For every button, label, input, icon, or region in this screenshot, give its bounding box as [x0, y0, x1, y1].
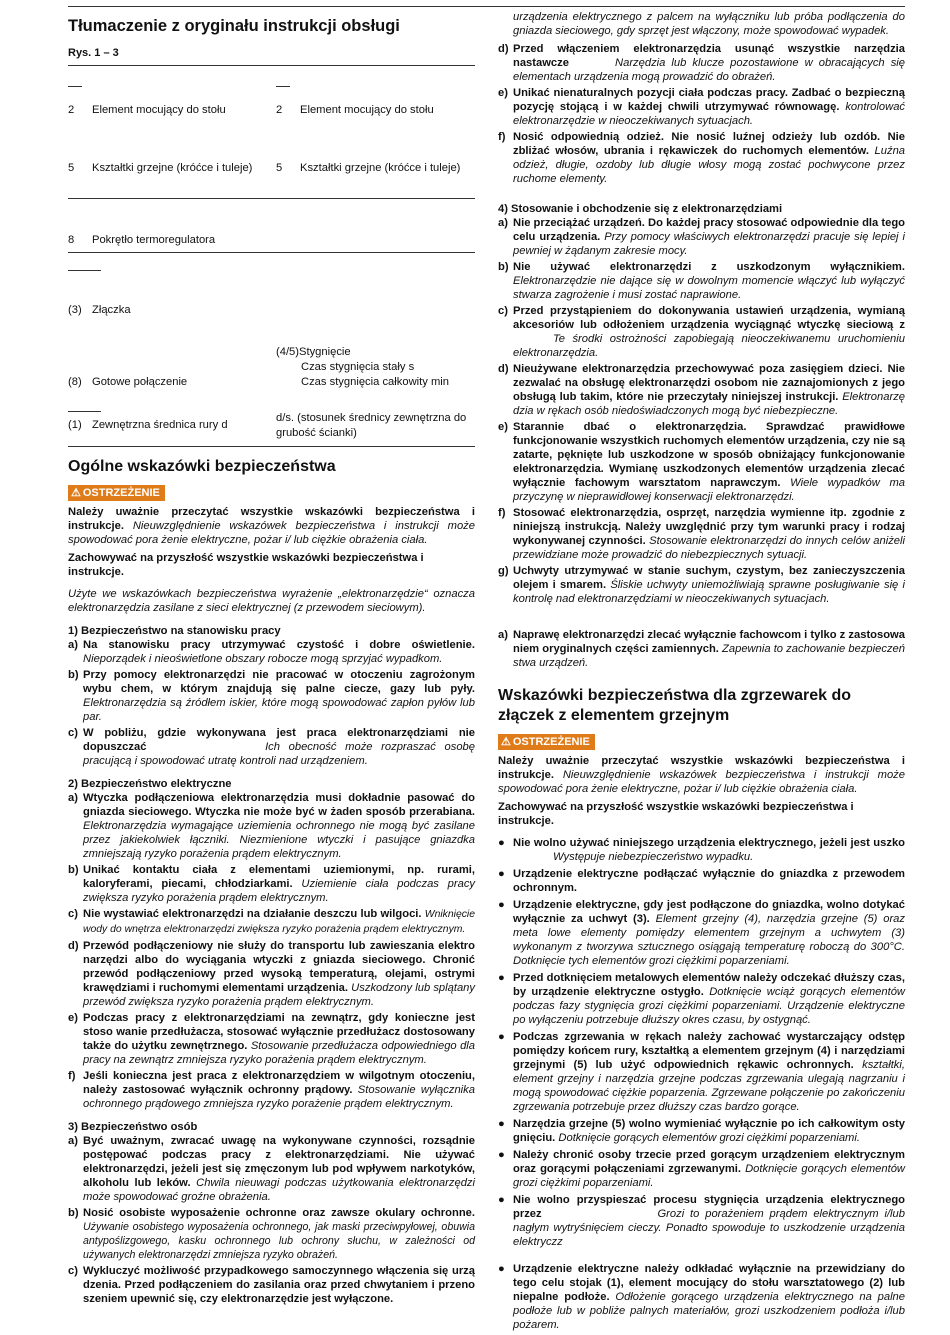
- legend-item: 5 Kształtki grzejne (króćce i tuleje): [276, 162, 461, 174]
- paragraph: Należy uważnie przeczytać wszystkie wskazówki bezpieczeństwa i instrukcje. Nieuwzględnienie wskazówek bezpieczeństwa i instrukcji może spowodować pora żenie elektryczne, pożar i/ lub ciężkie obrażenia ciała.: [68, 506, 475, 546]
- list-item: b) Nosić osobiste wyposażenie ochronne oraz zawsze okulary ochronne. Używanie osobistego wyposażenia ochronnego, jak maski przeciwpyłowej, obuwia antypoślizgowego, kasku ochronnego lub ochrony słuchu, w zależności od używanych elektronarzędzi zmniejsza ryzyko obrażeń.: [68, 1207, 475, 1261]
- bullet-item: ● Przed dotknięciem metalowych elementów należy odczekać dłuższy czas, by urządzenie elektryczne ostygło. Dotknięcie wciąż gorących elementów podczas fazy stygnięcia grozi ciężkimi poparzeniami. Urządzenie elektryczne po wyłączeniu potrzebuje dłuższy okres czasu, by ostygnąć.: [498, 972, 906, 1026]
- list-item: e) Unikać nienaturalnych pozycji ciała podczas pracy. Zadbać o bezpieczną pozycję stojącą i w każdej chwili utrzymywać równowagę. kontrolować elektronarzędzie w nieoczekiwanych sytuacjach.: [498, 87, 906, 127]
- list-item: f) Jeśli konieczna jest praca z elektronarzędziem w wilgotnym otoczeniu, należy zastosować wyłącznik ochronny prądowy. Stosowanie wyłącznika ochronnego prądowego zmniejsza ryzyko porażenie prądem elektrycznym.: [68, 1070, 475, 1110]
- warning-badge: ⚠ OSTRZEŻENIE: [68, 485, 165, 501]
- bullet-icon: ●: [498, 1149, 505, 1161]
- warning-triangle-icon: ⚠: [71, 487, 81, 499]
- legend-dash: [68, 411, 101, 412]
- legend-item: (1) Zewnętrzna średnica rury d: [68, 419, 228, 431]
- legend-rule: [68, 198, 475, 199]
- list-item: b) Nie używać elektronarzędzi z uszkodzonym wyłącznikiem. Elektronarzędzie nie dające się w dowolnym momencie włączyć lub wyłączyć stwarza zagrożenie i musi zostać naprawione.: [498, 261, 905, 301]
- legend-rule: [68, 252, 475, 253]
- figure-label: Rys. 1 – 3: [68, 46, 475, 66]
- list-item: c) Wykluczyć możliwość przypadkowego samoczynnego włączenia się urzą dzenia. Przed podłączeniem do zasilania oraz przed chwytaniem i przeno szeniem upewnić się, czy elektronarzędzie jest wyłączone.: [68, 1265, 475, 1305]
- list-item: a) Naprawę elektronarzędzi zlecać wyłącznie fachowcom i tylko z zastosowa niem oryginalnych części zamiennych. Zapewnia to zachowanie bezpieczeń stwa urządzeń.: [498, 629, 905, 669]
- paragraph: urządzenia elektrycznego z palcem na wyłączniku lub próba podłączenia do gniazda sieciowego, gdy sprzęt jest włączony, może spowodować wypadek.: [513, 11, 905, 37]
- left-column: [68, 10, 475, 1308]
- list-item: f) Nosić odpowiednią odzież. Nie nosić luźnej odzieży lub ozdób. Nie zbliżać włosów, ubrania i rękawiczek do ruchomych elementów. Luźna odzież, długie, ozdoby lub długie włosy mogą zostać pochwycone przez ruchome elementy.: [498, 131, 906, 185]
- legend-item: d/s. (stosunek średnicy zewnętrzna do grubość ścianki): [276, 412, 467, 439]
- bullet-icon: ●: [498, 837, 505, 849]
- legend-item: (4/5)Stygnięcie Czas stygnięcia stały s Czas stygnięcia całkowity min: [276, 346, 449, 388]
- bullet-icon: ●: [498, 1194, 505, 1206]
- bullet-item: ● Narzędzia grzejne (5) wolno wymieniać wyłącznie po ich całkowitym osty gnięciu. Dotknięcie gorących elementów grozi ciężkimi poparzeniami.: [498, 1118, 905, 1144]
- legend-item: (8) Gotowe połączenie: [68, 376, 188, 388]
- list-item: c) Nie wystawiać elektronarzędzi na działanie deszczu lub wilgoci. Wniknięcie wody do wnętrza elektronarzędzi zwiększa ryzyko porażenia prądem elektrycznym.: [68, 908, 476, 935]
- bullet-item: ● Urządzenie elektryczne należy odkładać wyłącznie na przewidziany do tego celu stojak (1), element mocujący do stołu warsztatowego (2) lub niepalne podłoże. Odłożenie gorącego urządzenia elektrycznego na palne podłoże lub w pobliże palnych materiałów, grozi uszkodzeniem podłoża i/lub pożarem.: [498, 1263, 905, 1331]
- warning-badge: ⚠ OSTRZEŻENIE: [498, 734, 595, 750]
- bullet-icon: ●: [498, 868, 505, 880]
- list-item: g) Uchwyty utrzymywać w stanie suchym, czystym, bez zanieczyszczenia olejem i smarem. Śliskie uchwyty uniemożliwiają sprawne posługiwanie się i kontrolę nad elektronarzędziami w nieoczekiwanych sytuacjach.: [498, 565, 906, 605]
- heating-safety-heading: Wskazówki bezpieczeństwa dla zgrzewarek do złączek z elementem grzejnym: [498, 687, 851, 724]
- legend-item: 2 Element mocujący do stołu: [68, 104, 226, 116]
- section-title: 4) Stosowanie i obchodzenie się z elektronarzędziami: [498, 203, 783, 215]
- legend-item: 2 Element mocujący do stołu: [276, 104, 434, 116]
- legend-dash: [276, 86, 290, 87]
- top-rule: [68, 6, 905, 7]
- list-item: c) Przed przystąpieniem do dokonywania ustawień urządzenia, wymianą akcesoriów lub odłożeniem urządzenia wyciągnąć wtyczkę sieciową z Te środki ostrożności zapobiegają nieoczekiwanemu uruchomieniu elektronarzędzia.: [498, 305, 905, 359]
- list-item: d) Przed włączeniem elektronarzędzia usunąć wszystkie narzędzia nastawcze Narzędzia lub klucze pozostawione w obracających się elementach urządzenia mogą prowadzić do obrażeń.: [498, 43, 905, 83]
- general-safety-heading: Ogólne wskazówki bezpieczeństwa: [68, 458, 336, 475]
- bullet-icon: ●: [498, 899, 505, 911]
- list-item: a) Nie przeciążać urządzeń. Do każdej pracy stosować odpowiednie dla tego celu urządzenia. Przy pomocy właściwych elektronarzędzi pracuje się lepiej i pewniej w żądanym zakresie mocy.: [498, 217, 905, 257]
- bullet-icon: ●: [498, 1263, 505, 1275]
- bullet-item: ● Nie wolno używać niniejszego urządzenia elektrycznego, jeżeli jest uszko Występuje niebezpieczeństwo wypadku.: [498, 837, 905, 863]
- legend-item: (3) Złączka: [68, 304, 131, 316]
- bullet-icon: ●: [498, 972, 505, 984]
- bullet-item: ● Nie wolno przyspieszać procesu stygnięcia urządzenia elektrycznego przez Grozi to porażeniem prądem elektrycznym i/lub nagłym wytryśnięciem cieczy. Ponadto spowoduje to uszkodzenie urządzenia elektryczz: [498, 1194, 905, 1248]
- bullet-item: ● Urządzenie elektryczne podłączać wyłącznie do gniazdka z przewodem ochronnym.: [498, 868, 905, 894]
- list-item: f) Stosować elektronarzędzia, osprzęt, narzędzia wymienne itp. zgodnie z niniejszą instrukcją. Należy uwzględnić przy tym warunki pracy i rodzaj wykonywanej czynności. Stosowanie elektronarzędzi do innych celów aniżeli przewidziane może prowadzić do niebezpiecznych sytuacji.: [498, 507, 905, 561]
- list-item: d) Przewód podłączeniowy nie służy do transportu lub zawieszania elektro narzędzi albo do wyciągania wtyczki z gniazda sieciowego. Chronić przewód podłączeniowy przed wysoką temperaturą, olejami, ostrymi krawędziami i ruchomymi elementami urządzenia. Uszkodzony lub splątany przewód zwiększa ryzyko porażenia prądem elektrycznym.: [68, 940, 475, 1008]
- page-title: Tłumaczenie z oryginału instrukcji obsługi: [68, 17, 400, 35]
- list-item: e) Podczas pracy z elektronarzędziami na zewnątrz, gdy konieczne jest stoso wanie przedłużacza, stosować wyłącznie przedłużacz dostosowany także do użytku zewnętrznego. Stosowanie przedłużacza odpowiedniego dla pracy na zewnątrz zmniejsza ryzyko porażenia prądem elektrycznym.: [68, 1012, 475, 1066]
- paragraph: Należy uważnie przeczytać wszystkie wskazówki bezpieczeństwa i instrukcje. Nieuwzględnienie wskazówek bezpieczeństwa i instrukcji może spowodować pora żenie elektryczne, pożar i/ lub ciężkie obrażenia ciała.: [498, 755, 905, 795]
- list-item: c) W pobliżu, gdzie wykonywana jest praca elektronarzędziami nie dopuszczać Ich obecność może rozpraszać osobę pracującą i spowodować utratę kontroli nad urządzeniem.: [68, 727, 475, 767]
- legend-item: 8 Pokrętło termoregulatora: [68, 234, 216, 246]
- warning-triangle-icon: ⚠: [501, 736, 511, 748]
- legend-dash: [68, 270, 101, 271]
- bullet-item: ● Podczas zgrzewania w rękach należy zachować wystarczający odstęp pomiędzy końcem rury, kształtką a elementem grzejnym (4) i narzędziami grzejnymi (5) lub użyć odpowiednich rękawic ochronnych. kształtki, element grzejny i narzędzia grzejne podczas zgrzewania ulegają nagrzaniu i mogą spowodować ciężkie poparzenia. Zgrzewane połączenie po zakończeniu zgrzewania potrzebuje przez dłuższy czas bardzo gorące.: [498, 1031, 905, 1113]
- list-item: a) Na stanowisku pracy utrzymywać czystość i dobre oświetlenie. Nieporządek i nieoświetlone obszary robocze mogą sprzyjać wypadkom.: [68, 639, 475, 665]
- bullet-icon: ●: [498, 1031, 505, 1043]
- paragraph: Użyte we wskazówkach bezpieczeństwa wyrażenie „elektronarzędzie“ oznacza elektronarzędzia zasilane z sieci elektrycznej (z przewodem sieciowym).: [68, 588, 475, 614]
- list-item: a) Być uważnym, zwracać uwagę na wykonywane czynności, rozsądnie postępować podczas pracy z elektronarzędziami. Nie używać elektronarzędzi, jeżeli jest się zmęczonym lub pod wpływem narkotyków, alkoholu lub leków. Chwila nieuwagi podczas użytkowania elektronarzędzi może spowodować groźne obrażenia.: [68, 1135, 475, 1203]
- list-item: b) Unikać kontaktu ciała z elementami uziemionymi, np. rurami, kaloryferami, piecami, chłodziarkami. Uziemienie ciała podczas pracy zwiększa ryzyko porażenia prądem elektrycznym.: [68, 864, 476, 904]
- list-item: e) Starannie dbać o elektronarzędzia. Sprawdzać prawidłowe funkcjonowanie wszystkich ruchomych elementów urządzenia, czy nie są zatarte, pęknięte lub uszkodzone w sposób obniżający funkcjonowanie elektronarzędzia. Wymianę uszkodzonych elementów urządzenia zlecać wyłącznie fachowym warsztatom naprawczym. Wiele wypadków ma przyczynę w nieprawidłowej konserwacji elektronarzędzi.: [498, 421, 906, 503]
- figure-legend: [68, 71, 475, 447]
- bullet-item: ● Należy chronić osoby trzecie przed gorącym urządzeniem elektrycznym oraz gorącymi połączeniami zgrzewanymi. Dotknięcie gorących elementów grozi ciężkimi poparzeniami.: [498, 1149, 905, 1189]
- list-item: a) Wtyczka podłączeniowa elektronarzędzia musi dokładnie pasować do gniazda sieciowego. Wtyczka nie może być w żaden sposób przerabiana. Elektronarzędzia wymagające uziemienia ochronnego nie mogą być zasilane przez jakiekolwiek łączniki. Niezmienione wtyczki i pasujące gniazdka zmniejszają ryzyko porażenia prądem elektrycznym.: [68, 792, 475, 860]
- paragraph: Zachowywać na przyszłość wszystkie wskazówki bezpieczeństwa i instrukcje.: [498, 801, 854, 827]
- list-item: d) Nieużywane elektronarzędzia przechowywać poza zasięgiem dzieci. Nie zezwalać na obsługę elektronarzędzi osobom nie zaznajomionych z jego obsługą lub takim, które nie przeczytały niniejszej instrukcji. Elektronarzę dzia w rękach osób niedoświadczonych mogą być niebezpieczne.: [498, 363, 906, 417]
- bullet-icon: ●: [498, 1118, 505, 1130]
- legend-dash: [68, 86, 82, 87]
- right-column: [498, 10, 905, 1335]
- section-title: 1) Bezpieczeństwo na stanowisku pracy: [68, 625, 281, 637]
- bullet-item: ● Urządzenie elektryczne, gdy jest podłączone do gniazdka, wolno dotykać wyłącznie za uchwyt (3). Element grzejny (4), narzędzia grzejne (5) oraz meta lowe elementy pomiędzy elementem grzejnym a uchwytem (3) wykonanym z tworzywa sztucznego osiągają temperaturę roboczą do 300°C. Dotknięcie tych elementów grozi ciężkimi poparzeniami.: [498, 899, 905, 967]
- list-item: b) Przy pomocy elektronarzędzi nie pracować w otoczeniu zagrożonym wybu chem, w którym znajdują się palne ciecze, gazy lub pyły. Elektronarzędzia są źródłem iskier, które mogą spowodować zapłon pyłów lub par.: [68, 669, 475, 723]
- paragraph: Zachowywać na przyszłość wszystkie wskazówki bezpieczeństwa i instrukcje.: [68, 552, 424, 578]
- section-title: 2) Bezpieczeństwo elektryczne: [68, 778, 232, 790]
- legend-item: 5 Kształtki grzejne (króćce i tuleje): [68, 162, 253, 174]
- section-title: 3) Bezpieczeństwo osób: [68, 1121, 198, 1133]
